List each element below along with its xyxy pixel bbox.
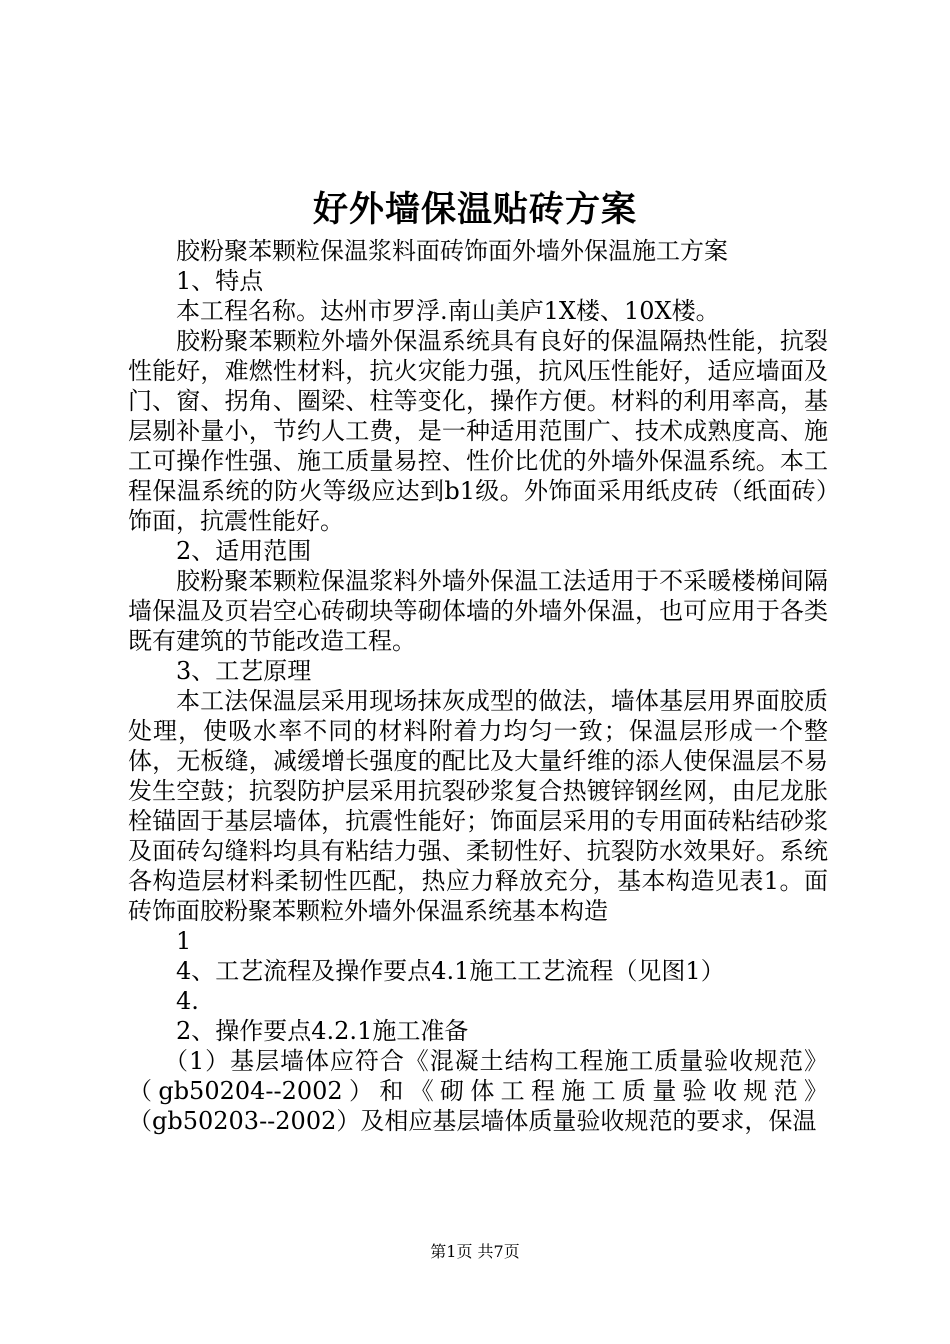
section-heading: 4、工艺流程及操作要点4.1施工工艺流程（见图1）	[176, 957, 725, 985]
document-body	[128, 236, 828, 1136]
paragraph: 4.	[176, 987, 199, 1015]
paragraph: 胶粉聚苯颗粒外墙外保温系统具有良好的保温隔热性能，抗裂性能好，难燃性材料，抗火灾能力强，抗风压性能好，适应墙面及门、窗、拐角、圈梁、柱等变化，操作方便。材料的利用率高，基层剔补量小，节约人工费，是一种适用范围广、技术成熟度高、施工可操作性强、施工质量易控、性价比优的外墙外保温系统。本工程保温系统的防火等级应达到b1级。外饰面采用纸皮砖（纸面砖）饰面，抗震性能好。	[128, 327, 828, 535]
paragraph: 1	[176, 927, 192, 955]
page-footer: 第1页 共7页	[430, 1242, 520, 1261]
paragraph: 本工程名称。达州市罗浮.南山美庐1X楼、10X楼。	[176, 297, 720, 325]
paragraph: （1）基层墙体应符合《混凝土结构工程施工质量验收规范》（gb50204--2002）和《砌体工程施工质量验收规范》（gb50203--2002）及相应基层墙体质量验收规范的要求，保温	[128, 1047, 828, 1135]
subtitle: 胶粉聚苯颗粒保温浆料面砖饰面外墙外保温施工方案	[176, 237, 728, 265]
section-heading: 2、操作要点4.2.1施工准备	[176, 1017, 469, 1045]
section-heading: 3、工艺原理	[176, 657, 312, 685]
paragraph: 胶粉聚苯颗粒保温浆料外墙外保温工法适用于不采暖楼梯间隔墙保温及页岩空心砖砌块等砌体墙的外墙外保温，也可应用于各类既有建筑的节能改造工程。	[128, 567, 828, 655]
section-heading: 1、特点	[176, 267, 264, 295]
document-title: 好外墙保温贴砖方案	[312, 189, 637, 230]
paragraph: 本工法保温层采用现场抹灰成型的做法，墙体基层用界面胶质处理，使吸水率不同的材料附着力均匀一致；保温层形成一个整体，无板缝，减缓增长强度的配比及大量纤维的添人使保温层不易发生空鼓；抗裂防护层采用抗裂砂浆复合热镀锌钢丝网，由尼龙胀栓锚固于基层墙体，抗震性能好；饰面层采用的专用面砖粘结砂浆及面砖勾缝料均具有粘结力强、柔韧性好、抗裂防水效果好。系统各构造层材料柔韧性匹配，热应力释放充分，基本构造见表1。面砖饰面胶粉聚苯颗粒外墙外保温系统基本构造	[128, 687, 828, 925]
section-heading: 2、适用范围	[176, 537, 312, 565]
